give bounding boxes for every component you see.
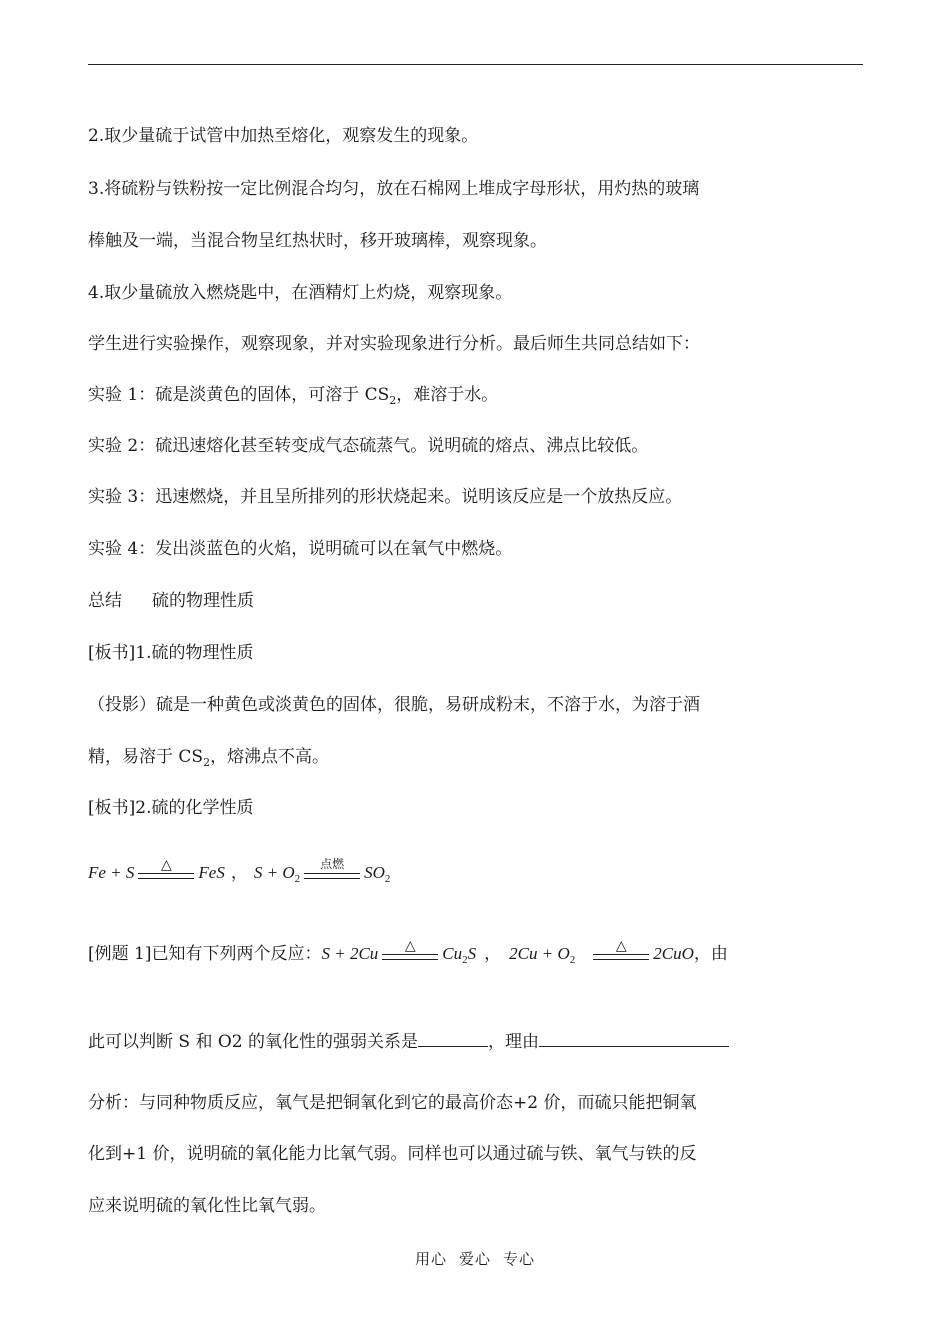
- text-line: [板书]2.硫的化学性质: [88, 798, 254, 818]
- text-line: 3.将硫粉与铁粉按一定比例混合均匀，放在石棉网上堆成字母形状，用灼热的玻璃: [88, 179, 700, 199]
- ignite-arrow: [304, 857, 360, 885]
- example-prefix: [例题 1]已知有下列两个反应：: [88, 944, 322, 964]
- text-segment: 实验 1：硫是淡黄色的固体，可溶于 CS: [88, 385, 390, 405]
- text-line: [板书]1.硫的物理性质: [88, 643, 254, 663]
- heat-arrow: [382, 938, 438, 966]
- text-segment: 精，易溶于 CS: [88, 747, 204, 767]
- eq-rhs: S: [467, 944, 477, 963]
- example-suffix: ，由: [693, 944, 728, 964]
- subscript: 2: [462, 954, 468, 966]
- text-line: 实验 3：迅速燃烧，并且呈所排列的形状烧起来。说明该反应是一个放热反应。: [88, 487, 683, 507]
- eq-rhs: FeS: [198, 863, 225, 882]
- text-line: 学生进行实验操作，观察现象，并对实验现象进行分析。最后师生共同总结如下：: [88, 334, 700, 354]
- summary-title: 硫的物理性质: [152, 591, 254, 611]
- text-line: 应来说明硫的氧化性比氧气弱。: [88, 1196, 326, 1216]
- footer-text: 爱心: [458, 1250, 491, 1268]
- text-line: 分析：与同种物质反应，氧气是把铜氧化到它的最高价态+2 价，而硫只能把铜氧: [88, 1093, 697, 1113]
- example-line: [88, 938, 728, 971]
- page-footer: [0, 1248, 950, 1269]
- subscript: 2: [389, 394, 397, 407]
- subscript: 2: [203, 756, 211, 769]
- text-segment: ，难溶于水。: [396, 385, 499, 405]
- heat-symbol: △: [404, 938, 416, 955]
- text-line: 2.取少量硫于试管中加热至熔化，观察发生的现象。: [88, 126, 479, 146]
- text-line: （投影）硫是一种黄色或淡黄色的固体，很脆，易研成粉末，不溶于水，为溶于酒: [88, 695, 700, 715]
- subscript: 2: [294, 873, 301, 885]
- question-text: 此可以判断 S 和 O2 的氧化性的强弱关系是: [88, 1032, 419, 1052]
- heat-arrow: [593, 938, 649, 966]
- header-rule: [88, 64, 863, 65]
- text-line: [88, 1030, 729, 1053]
- eq-lhs: 2Cu + O: [509, 944, 570, 963]
- eq-rhs: 2CuO: [653, 944, 694, 963]
- eq-rhs: Cu: [442, 944, 463, 963]
- text-line: 化到+1 价，说明硫的氧化能力比氧气弱。同样也可以通过硫与铁、氧气与铁的反: [88, 1144, 697, 1164]
- footer-text: 用心: [414, 1250, 447, 1268]
- eq-lhs: S + 2Cu: [321, 944, 379, 963]
- summary-label: 总结: [88, 591, 122, 611]
- text-line: 4.取少量硫放入燃烧匙中，在酒精灯上灼烧，观察现象。: [88, 283, 513, 303]
- text-segment: ，熔沸点不高。: [210, 747, 330, 767]
- separator: ，: [484, 944, 502, 963]
- heat-arrow: [138, 857, 194, 885]
- answer-blank[interactable]: [418, 1030, 488, 1047]
- ignite-label: 点燃: [320, 857, 345, 872]
- text-line: [88, 746, 329, 774]
- reason-blank[interactable]: [539, 1030, 729, 1047]
- eq-rhs: SO: [364, 863, 385, 882]
- equation-line: [88, 857, 391, 890]
- separator: ，: [230, 863, 248, 882]
- heat-symbol: △: [615, 938, 627, 955]
- text-line: 实验 4：发出淡蓝色的火焰，说明硫可以在氧气中燃烧。: [88, 539, 513, 559]
- text-line: [88, 590, 254, 612]
- text-line: [88, 384, 498, 412]
- eq-lhs: Fe + S: [88, 863, 135, 882]
- text-line: 棒触及一端，当混合物呈红热状时，移开玻璃棒，观察现象。: [88, 231, 547, 251]
- subscript: 2: [384, 873, 391, 885]
- eq-lhs: S + O: [253, 863, 295, 882]
- heat-symbol: △: [161, 857, 172, 874]
- text-line: 实验 2：硫迅速熔化甚至转变成气态硫蒸气。说明硫的熔点、沸点比较低。: [88, 436, 649, 456]
- question-text: ，理由: [488, 1032, 540, 1052]
- footer-text: 专心: [503, 1250, 536, 1268]
- subscript: 2: [569, 954, 576, 966]
